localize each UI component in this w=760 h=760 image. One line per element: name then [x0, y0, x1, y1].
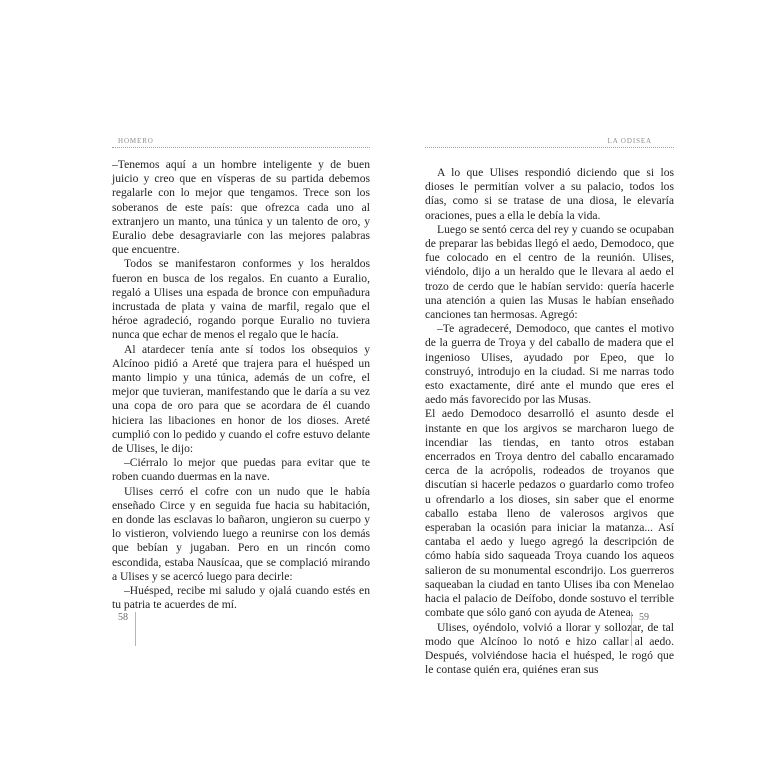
right-running-head-text: LA ODISEA	[607, 137, 652, 145]
left-running-head-text: HOMERO	[118, 137, 154, 145]
right-paragraph-1: A lo que Ulises respondió diciendo que si los dioses le permitían volver a su palacio, todos los días, como si se tratase de una diosa, le elevaría oraciones, pues a ella le debía la vida.	[425, 166, 674, 222]
right-paragraph-4: El aedo Demodoco desarrolló el asunto desde el instante en que los argivos se marcharon luego de incendiar las tiendas, en tanto otros estaban encerrados en Troya dentro del caballo encaramado cerca de la acrópolis, rodeados de troyanos que discutían si hacerle pedazos o guardarlo como trofeo u ofrendarlo a los dioses, sin saber que el enorme caballo estaba lleno de valerosos argivos que esperaban la ocasión para iniciar la matanza... Así cantaba el aedo y luego agregó la descripción de cómo había sido saqueada Troya cuando los aqueos salieron de su monumental escondrijo. Los guerreros saqueaban la ciudad en tanto Ulises iba con Menelao hacia el palacio de Deífobo, donde sostuvo el terrible combate que sólo ganó con ayuda de Atenea.	[425, 407, 674, 620]
left-page-number: 58	[118, 612, 136, 646]
left-page	[112, 0, 370, 760]
right-running-head	[425, 135, 674, 148]
right-paragraph-5: Ulises, oyéndolo, volvió a llorar y sollozar, de tal modo que Alcínoo lo notó e hizo callar al aedo. Después, volviéndose hacia el huésped, le rogó que le contase quién era, quiénes eran sus	[425, 620, 674, 677]
left-paragraph-4: –Ciérralo lo mejor que puedas para evitar que te roben cuando duermas en la nave.	[112, 456, 370, 484]
right-body-text	[425, 166, 674, 677]
left-paragraph-2: Todos se manifestaron conformes y los heraldos fueron en busca de los regalos. En cuanto a Euralio, regaló a Ulises una espada de bronce con empuñadura incrustada de plata y vaina de marfil, regalo que el héroe agradeció, rogando porque Euralio no tuviera nunca que echar de menos el regalo que le hacía.	[112, 257, 370, 342]
right-page	[425, 0, 674, 760]
left-paragraph-3: Al atardecer tenía ante sí todos los obsequios y Alcínoo pidió a Areté que trajera para el huésped un manto limpio y una túnica, además de un cofre, el mejor que tuvieran, manifestando que le daría a su vez una copa de oro para que se acordara de él cuando hiciera las libaciones en honor de los dioses. Areté cumplió con lo pedido y cuando el cofre estuvo delante de Ulises, le dijo:	[112, 342, 370, 456]
left-paragraph-1: –Tenemos aquí a un hombre inteligente y de buen juicio y creo que en vísperas de su partida debemos regalarle con lo mejor que tengamos. Trece son los soberanos de este país: que ofrezca cada uno al extranjero un manto, una túnica y un talento de oro, y Euralio debe desagraviarle con las mejores palabras que encuentre.	[112, 158, 370, 257]
right-page-number: 59	[631, 612, 649, 646]
left-body-text	[112, 158, 370, 613]
left-running-head	[112, 135, 370, 148]
right-paragraph-2: Luego se sentó cerca del rey y cuando se ocupaban de preparar las bebidas llegó el aedo, Demodoco, que fue colocado en el centro de la reunión. Ulises, viéndolo, dijo a un heraldo que le llevara al aedo el trozo de cerdo que le habían servido: quería hacerle una atención a quien las Musas le habían enseñado canciones tan hermosas. Agregó:	[425, 222, 674, 322]
left-paragraph-6: –Huésped, recibe mi saludo y ojalá cuando estés en tu patria te acuerdes de mí.	[112, 584, 370, 612]
left-paragraph-5: Ulises cerró el cofre con un nudo que le había enseñado Circe y en seguida fue hacia su habitación, en donde las esclavas lo bañaron, ungieron su cuerpo y lo vistieron, volviendo luego a reunirse con los demás que bebían y jugaban. Pero en un rincón como escondida, estaba Nausícaa, que se complació mirando a Ulises y se acercó luego para decirle:	[112, 484, 370, 583]
right-paragraph-3: –Te agradeceré, Demodoco, que cantes el motivo de la guerra de Troya y del caballo de madera que el ingenioso Ulises, ayudado por Epeo, que lo construyó, introdujo en la ciudad. Si me narras todo esto exactamente, diré ante el mundo que eres el aedo más favorecido por las Musas.	[425, 322, 674, 407]
